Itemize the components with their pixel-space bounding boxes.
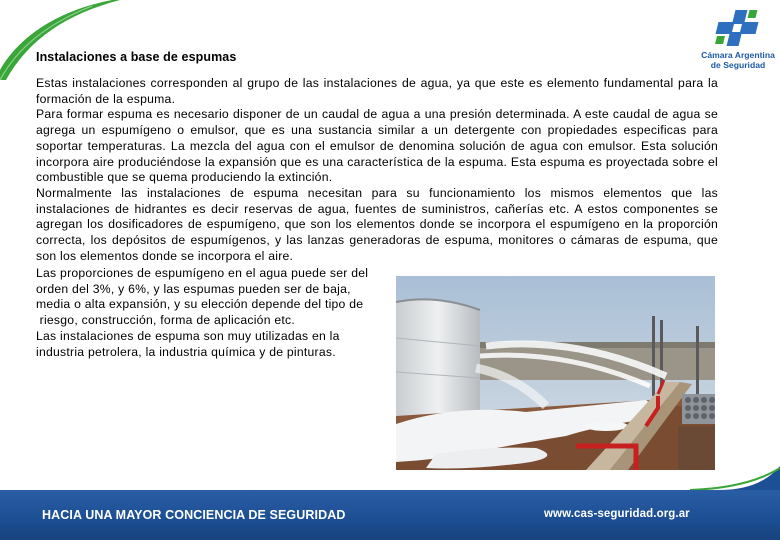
side-line-1: Las proporciones de espumígeno en el agua puede ser del [36, 266, 369, 280]
footer-website-link[interactable]: www.cas-seguridad.org.ar [544, 508, 690, 520]
footer-curve-decoration [0, 466, 780, 492]
side-line-4: riesgo, construcción, forma de aplicación etc. [36, 313, 296, 328]
logo-line-2: de Seguridad [710, 60, 766, 70]
paragraph-2: Para formar espuma es necesario disponer de un caudal de agua a una presión determinada. A este caudal de agua se agrega un espumígeno o emulsor, que es una sustancia similar a un detergente con propiedades especificas para soportar temperaturas. La mezcla del agua con el emulsor de denomina solución de agua con emulsor. Esta solución incorpora aire produciéndose la expansión que es una característica de la espuma. Esta espuma es proyectada sobre el combustible que se quema produciendo la extinción. [36, 107, 718, 185]
body-text [36, 76, 718, 264]
footer-slogan: HACIA UNA MAYOR CONCIENCIA DE SEGURIDAD [42, 508, 346, 522]
logo-line-1: Cámara Argentina [701, 50, 775, 60]
page-title: Instalaciones a base de espumas [36, 50, 237, 64]
side-text [36, 266, 386, 360]
side-line-6: industria petrolera, la industria química y de pinturas. [36, 344, 336, 359]
side-line-5: Las instalaciones de espuma son muy utilizadas en la [36, 328, 340, 343]
paragraph-3: Normalmente las instalaciones de espuma necesitan para su funcionamiento los mismos elementos que las instalaciones de hidrantes es decir reservas de agua, fuentes de suministros, cañerías etc. A estos componentes se agregan los dosificadores de espumígeno, que son los elementos donde se incorpora el espumígeno en la proporción correcta, los depósitos de espumígenos, y las lanzas generadoras de espuma, monitores o cámaras de espuma, que son los elementos donde se incorpora el aire. [36, 185, 718, 263]
logo-cross-icon [710, 8, 766, 48]
corner-swoosh-decoration [0, 0, 120, 80]
paragraph-1: Estas instalaciones corresponden al grupo de las instalaciones de agua, ya que este es elemento fundamental para la formación de la espuma. [36, 76, 718, 106]
foam-installation-photo [396, 276, 715, 470]
camara-argentina-logo [700, 8, 776, 70]
side-line-2: orden del 3%, y 6%, y las espumas pueden ser de baja, [36, 281, 351, 296]
side-line-3: media o alta expansión, y su elección depende del tipo de [36, 297, 364, 312]
